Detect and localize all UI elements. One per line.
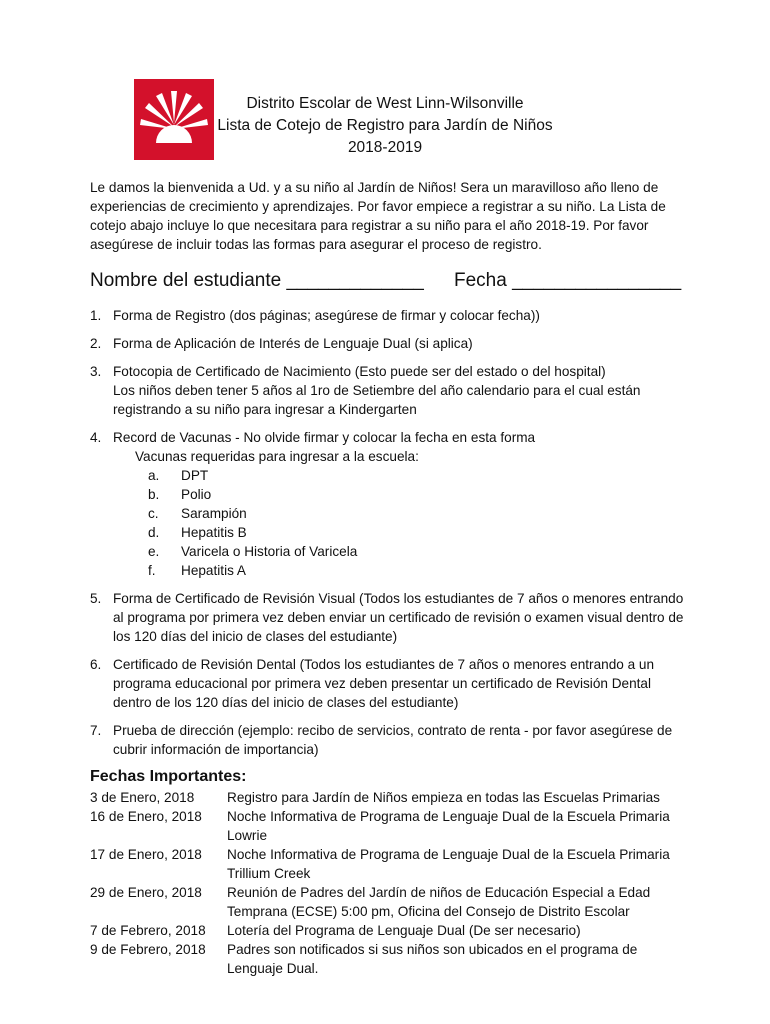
important-dates-list [90,788,690,978]
date-cell: 16 de Enero, 2018 [90,809,202,824]
date-cell: 29 de Enero, 2018 [90,885,202,900]
important-dates-title: Fechas Importantes: [90,768,247,785]
checklist-item: 6. Certificado de Revisión Dental (Todos los estudiantes de 7 años o menores entrando a un programa educacional por primera vez deben presentar un certificado de Revisión Dental dentro de los 120 días del inicio de clases del estudiante) [90,657,655,710]
checklist-item: 2. Forma de Aplicación de Interés de Lenguaje Dual (si aplica) [90,336,473,351]
district-name: Distrito Escolar de West Linn-Wilsonville [246,95,524,112]
date-cell: 7 de Febrero, 2018 [90,923,206,938]
checklist-item: 5. Forma de Certificado de Revisión Visual (Todos los estudiantes de 7 años o menores entrando al programa por primera vez deben enviar un certificado de revisión o examen visual dentro de los 120 días del inicio de clases del estudiante) [90,591,684,644]
checklist-item: 4. Record de Vacunas - No olvide firmar y colocar la fecha en esta forma Vacunas requeridas para ingresar a la escuela: a. DPT b. Polio c. Sarampión d. Hepatitis B e. Varicela o Historia of Varicela f. Hepatitis A [90,428,690,580]
event-cell: Noche Informativa de Programa de Lenguaje Dual de la Escuela Primaria Lowrie [227,809,670,843]
event-cell: Registro para Jardín de Niños empieza en todas las Escuelas Primarias [227,790,660,805]
document-header [185,93,585,159]
vaccines-heading: Vacunas requeridas para ingresar a la escuela: [135,449,419,464]
vaccine-item: c. Sarampión [148,506,247,521]
date-field[interactable]: Fecha ________________ [454,270,682,291]
vaccine-item: e. Varicela o Historia of Varicela [148,544,358,559]
school-year: 2018-2019 [347,139,423,156]
vaccine-item: d. Hepatitis B [148,525,247,540]
document-title: Lista de Cotejo de Registro para Jardín de Niños [217,117,553,134]
event-cell: Noche Informativa de Programa de Lenguaje Dual de la Escuela Primaria Trillium Creek [227,847,670,881]
checklist [90,306,690,768]
intro-paragraph: Le damos la bienvenida a Ud. y a su niño al Jardín de Niños! Sera un maravilloso año lleno de experiencias de crecimiento y aprendizajes. Por favor empiece a registrar a su niño. La Lista de cotejo abajo incluye lo que necesitara para registrar a su niño para el año 2018-19. Por favor asegúrese de incluir todas las formas para asegurar el proceso de registro. [90,180,666,252]
checklist-item: 1. Forma de Registro (dos páginas; asegúrese de firmar y colocar fecha)) [90,308,540,323]
date-row [90,921,690,940]
vaccine-item: b. Polio [148,487,212,502]
date-cell: 9 de Febrero, 2018 [90,942,206,957]
student-name-field[interactable]: Nombre del estudiante _____________ [90,270,424,291]
date-row [90,807,690,845]
vaccine-list [113,466,690,580]
checklist-item: 3. Fotocopia de Certificado de Nacimiento (Esto puede ser del estado o del hospital) Los niños deben tener 5 años al 1ro de Setiembre del año calendario para el cual están registrando a su niño para ingresar a Kindergarten [90,362,690,419]
date-row [90,883,690,921]
date-row [90,940,690,978]
form-fields [90,268,710,294]
date-row [90,845,690,883]
date-cell: 3 de Enero, 2018 [90,790,195,805]
vaccine-item: a. DPT [148,468,209,483]
event-cell: Padres son notificados si sus niños son ubicados en el programa de Lenguaje Dual. [227,942,638,976]
vaccine-item: f. Hepatitis A [148,563,246,578]
date-row [90,788,690,807]
event-cell: Lotería del Programa de Lenguaje Dual (De ser necesario) [227,923,581,938]
checklist-item-note: Los niños deben tener 5 años al 1ro de Setiembre del año calendario para el cual están registrando a su niño para ingresar a Kindergarten [113,383,641,417]
date-cell: 17 de Enero, 2018 [90,847,202,862]
event-cell: Reunión de Padres del Jardín de niños de Educación Especial a Edad Temprana (ECSE) 5:00 pm, Oficina del Consejo de Distrito Escolar [227,885,651,919]
checklist-item: 7. Prueba de dirección (ejemplo: recibo de servicios, contrato de renta - por favor asegúrese de cubrir información de importancia) [90,723,673,757]
